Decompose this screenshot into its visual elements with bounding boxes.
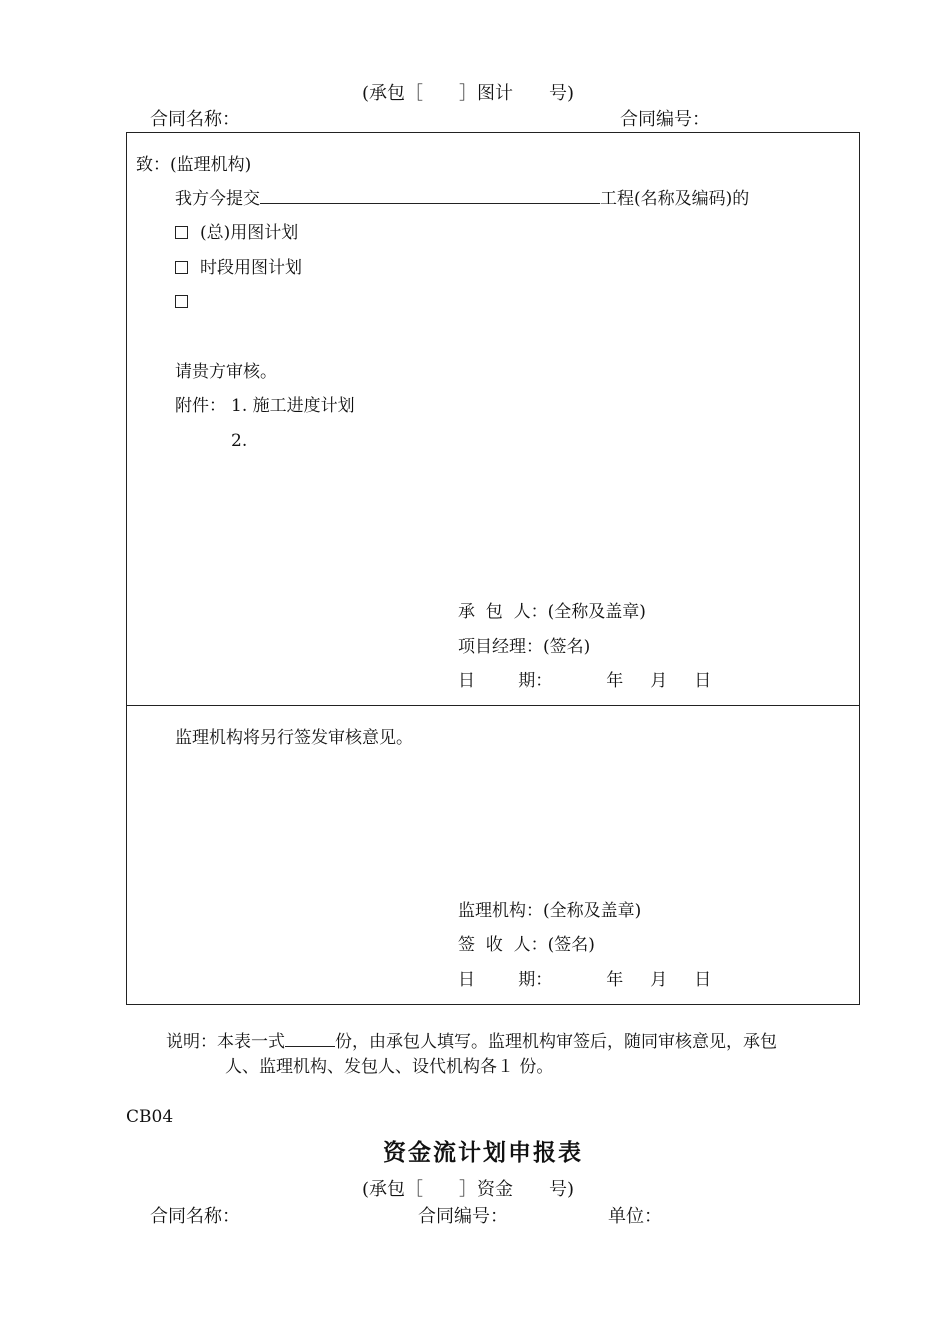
form-number-line: (承包［ ］图计 号)	[362, 83, 575, 104]
to-line: 致：(监理机构)	[136, 155, 252, 175]
contract-no-label: 合同编号：	[620, 109, 710, 130]
contract-name-label: 合同名称：	[150, 109, 240, 130]
contract-name-label: 合同名称：	[150, 1206, 240, 1227]
option-period-plan	[175, 257, 302, 279]
note-prefix: 说明：本表一式	[166, 1032, 285, 1052]
review-opinion: 监理机构将另行签发审核意见。	[175, 728, 413, 748]
contractor-signature: 承 包 人：(全称及盖章)	[458, 602, 646, 622]
note-line-2: 人、监理机构、发包人、设代机构各１ 份。	[225, 1057, 554, 1077]
submit-suffix: 工程(名称及编码)的	[600, 189, 750, 209]
receiver-signature: 签 收 人：(签名)	[458, 935, 595, 955]
project-name-blank[interactable]	[260, 189, 600, 204]
date-line: 日 期： 年 月 日	[458, 671, 712, 691]
section-divider	[126, 705, 860, 706]
attachment-label: 附件：	[175, 396, 226, 416]
form-number-line: (承包［ ］资金 号)	[362, 1179, 575, 1200]
note-suffix: 份，由承包人填写。监理机构审签后，随同审核意见，承包	[335, 1032, 777, 1052]
attachment-item: 2.	[231, 431, 248, 451]
contract-no-label: 合同编号：	[418, 1206, 508, 1227]
attachment-item: 1. 施工进度计划	[231, 396, 355, 416]
manager-signature: 项目经理：(签名)	[458, 637, 591, 657]
copies-blank[interactable]	[285, 1032, 335, 1047]
option-other	[175, 291, 200, 313]
checkbox-icon[interactable]	[175, 226, 188, 239]
supervisor-signature: 监理机构：(全称及盖章)	[458, 901, 642, 921]
note-line-1	[166, 1031, 777, 1053]
checkbox-icon[interactable]	[175, 261, 188, 274]
checkbox-icon[interactable]	[175, 295, 188, 308]
option-label: (总)用图计划	[200, 223, 299, 243]
option-label: 时段用图计划	[200, 258, 302, 278]
request-text: 请贵方审核。	[175, 362, 277, 382]
date-line: 日 期： 年 月 日	[458, 970, 712, 990]
option-total-plan	[175, 222, 298, 244]
submit-prefix: 我方今提交	[175, 189, 260, 209]
form-code: CB04	[126, 1107, 174, 1127]
unit-label: 单位：	[608, 1206, 662, 1227]
submit-line	[175, 188, 749, 210]
form-title: 资金流计划申报表	[383, 1140, 583, 1166]
